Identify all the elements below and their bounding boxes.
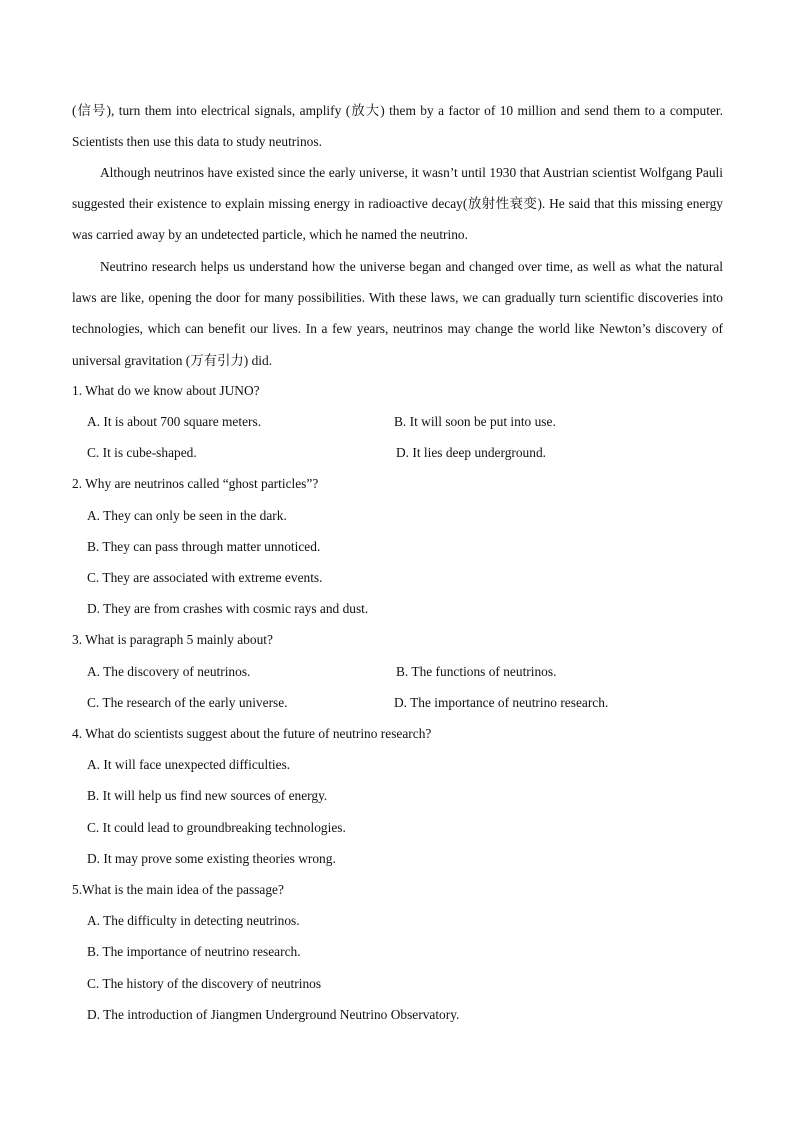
question-5-option-c: C. The history of the discovery of neutrinos [87,976,322,991]
question-3-option-c: C. The research of the early universe. [87,695,288,710]
question-4-option-c: C. It could lead to groundbreaking technologies. [87,820,346,835]
question-4-stem: 4. What do scientists suggest about the future of neutrino research? [72,726,432,741]
passage-paragraph-research: Neutrino research helps us understand how the universe began and changed over time, as well as what the natural laws are like, opening the door for many possibilities. With these laws, we can gradually turn scientific discoveries into technologies, which can benefit our lives. In a few years, neutrinos may change the world like Newton’s discovery of universal gravitation (万有引力) did. [72,259,723,368]
question-2-option-d: D. They are from crashes with cosmic rays and dust. [87,601,369,616]
question-1-option-c: C. It is cube-shaped. [87,445,197,460]
question-1-option-a: A. It is about 700 square meters. [87,414,262,429]
question-4-option-d: D. It may prove some existing theories wrong. [87,851,336,866]
question-2-option-b: B. They can pass through matter unnoticed. [87,539,321,554]
question-2-stem: 2. Why are neutrinos called “ghost particles”? [72,476,319,491]
passage-paragraph-continued: (信号), turn them into electrical signals, amplify (放大) them by a factor of 10 million and send them to a computer. Scientists then use this data to study neutrinos. [72,103,723,150]
question-2-option-a: A. They can only be seen in the dark. [87,508,287,523]
question-4-option-b: B. It will help us find new sources of energy. [87,788,328,803]
passage-paragraph-pauli: Although neutrinos have existed since the early universe, it wasn’t until 1930 that Austrian scientist Wolfgang Pauli suggested their existence to explain missing energy in radioactive decay(放射性衰变). He said that this missing energy was carried away by an undetected particle, which he named the neutrino. [72,165,723,243]
question-1-option-b: B. It will soon be put into use. [394,414,556,429]
question-5-option-d: D. The introduction of Jiangmen Underground Neutrino Observatory. [87,1007,460,1022]
question-1-option-d: D. It lies deep underground. [396,445,546,460]
question-3-option-a: A. The discovery of neutrinos. [87,664,251,679]
question-3-option-b: B. The functions of neutrinos. [396,664,557,679]
question-5-option-a: A. The difficulty in detecting neutrinos. [87,913,300,928]
question-5-stem: 5.What is the main idea of the passage? [72,882,284,897]
question-1-stem: 1. What do we know about JUNO? [72,383,260,398]
question-4-option-a: A. It will face unexpected difficulties. [87,757,291,772]
question-5-option-b: B. The importance of neutrino research. [87,944,301,959]
question-2-option-c: C. They are associated with extreme events. [87,570,323,585]
question-3-stem: 3. What is paragraph 5 mainly about? [72,632,273,647]
question-3-option-d: D. The importance of neutrino research. [394,695,609,710]
